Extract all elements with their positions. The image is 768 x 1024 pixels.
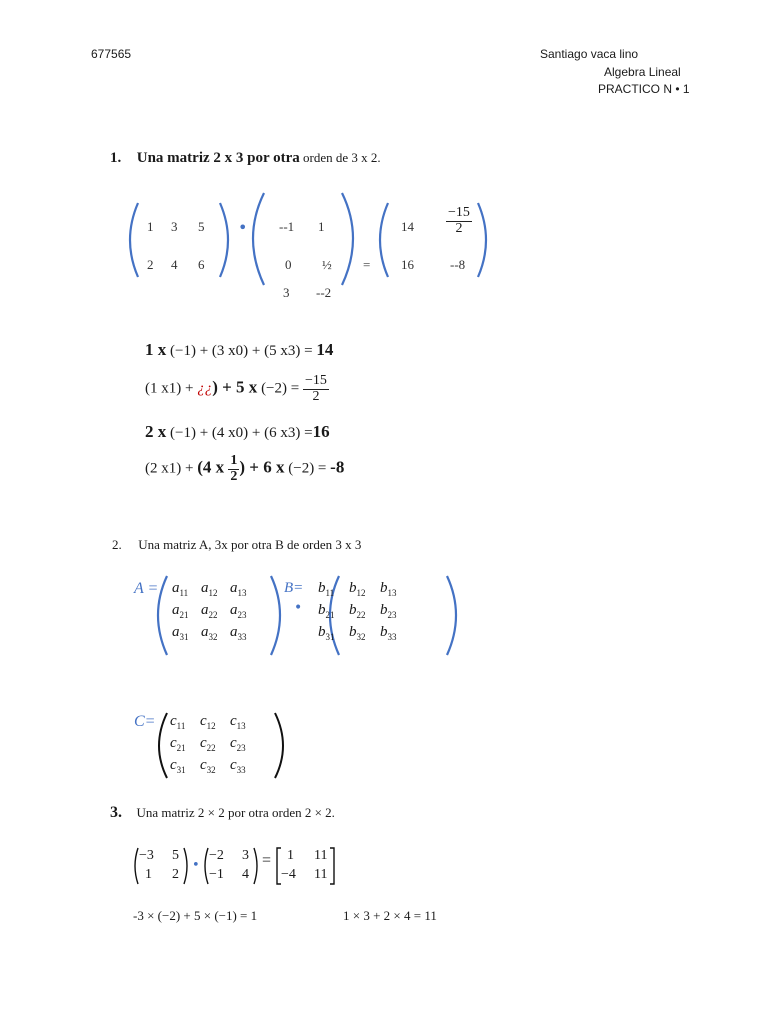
q3-calc-1: -3 × (−2) + 5 × (−1) = 1 — [133, 908, 258, 923]
q2-c-element-r3c3: $c_{33}$ — [230, 757, 246, 775]
q1-b-r1c1: --1 — [279, 219, 295, 234]
q3-c-r1c1: 1 — [287, 848, 294, 863]
q1-a-r1c3: 5 — [198, 219, 205, 234]
q2-c-element-r1c3: $c_{13}$ — [230, 713, 246, 731]
q3-dot-operator: • — [192, 858, 200, 873]
q2-c-element-r2c2: $c_{22}$ — [200, 735, 216, 753]
q3-equals: = — [262, 852, 272, 869]
q2-heading — [112, 537, 361, 553]
q2-c-label: C= — [134, 713, 156, 730]
q1-c-r1c1: 14 — [401, 219, 414, 234]
q2-b-element-r1c2: $b_{12}$ — [349, 580, 366, 598]
q2-c-element-r2c3: $c_{23}$ — [230, 735, 246, 753]
q3-a-r2c2: 2 — [172, 867, 179, 882]
q1-title-rest: orden de 3 x 2. — [299, 150, 381, 165]
q2-c-element-r3c1: $c_{31}$ — [170, 757, 186, 775]
subject-name: Algebra Lineal — [604, 65, 681, 79]
q2-b-label: B= — [284, 580, 304, 596]
document-id: 677565 — [91, 47, 132, 61]
q2-matrix-c-grid — [170, 713, 280, 783]
q2-c-element-r1c2: $c_{12}$ — [200, 713, 216, 731]
q2-b-element-r2c3: $b_{23}$ — [380, 602, 397, 620]
q1-title-bold: Una matriz 2 x 3 por otra — [136, 150, 300, 166]
q3-c-r2c2: 11 — [314, 867, 328, 882]
q3-b-r1c2: 3 — [242, 848, 249, 863]
q3-c-r1c2: 11 — [314, 848, 328, 863]
q3-calc-2: 1 × 3 + 2 × 4 = 11 — [343, 908, 437, 923]
q2-a-element-r1c3: $a_{13}$ — [230, 580, 247, 598]
q2-a-element-r2c3: $a_{23}$ — [230, 602, 247, 620]
q3-c-r2c1: −4 — [281, 867, 296, 882]
q3-a-r2c1: 1 — [145, 867, 152, 882]
q1-matrix-a-parens — [128, 200, 238, 280]
q1-c-r2c1: 16 — [401, 257, 414, 272]
q2-c-element-r3c2: $c_{32}$ — [200, 757, 216, 775]
q1-calc-line-4: (2 x1) + (4 x $\frac{1}{2}$ ) + 6 x (−2) = -8 — [145, 453, 345, 484]
q2-b-element-r3c3: $b_{33}$ — [380, 624, 397, 642]
q1-c-r1c2-fraction — [446, 206, 472, 236]
q1-c-r1c2-den: 2 — [455, 220, 463, 236]
q1-heading — [110, 150, 381, 167]
q1-matrix-c-parens — [378, 200, 493, 280]
q2-dot-operator: • — [294, 600, 303, 616]
q1-b-r1c2: 1 — [318, 219, 325, 234]
q2-matrix-a-grid — [172, 580, 272, 650]
q3-heading — [110, 804, 335, 822]
q2-b-element-r3c1: $b_{31}$ — [318, 624, 335, 642]
q2-b-element-r1c1: $b_{11}$ — [318, 580, 335, 598]
q1-calc-line-1: 1 x (−1) + (3 x0) + (5 x3) = 14 — [145, 340, 334, 359]
practice-label: PRACTICO N • 1 — [598, 82, 690, 96]
q1-a-r2c1: 2 — [147, 257, 154, 272]
q2-a-element-r2c1: $a_{21}$ — [172, 602, 189, 620]
q1-b-r2c1: 0 — [285, 257, 292, 272]
q2-b-element-r3c2: $b_{32}$ — [349, 624, 366, 642]
q3-number: 3. — [110, 804, 122, 821]
q2-b-element-r2c2: $b_{22}$ — [349, 602, 366, 620]
q2-a-label: A = — [134, 580, 159, 597]
q3-b-r2c1: −1 — [209, 867, 224, 882]
q1-b-r2c2: ½ — [322, 257, 332, 272]
q2-a-element-r3c3: $a_{33}$ — [230, 624, 247, 642]
q1-b-r3c1: 3 — [283, 285, 290, 300]
q1-a-r1c1: 1 — [147, 219, 154, 234]
q2-a-element-r3c2: $a_{32}$ — [201, 624, 218, 642]
q1-a-r1c2: 3 — [171, 219, 178, 234]
q2-b-element-r2c1: $b_{21}$ — [318, 602, 335, 620]
q1-equals: = — [363, 257, 371, 272]
q2-a-element-r1c1: $a_{11}$ — [172, 580, 189, 598]
q1-matrix-b-parens — [250, 190, 360, 290]
author-name: Santiago vaca lino — [540, 47, 639, 61]
q2-c-element-r1c1: $c_{11}$ — [170, 713, 186, 731]
q3-b-r2c2: 4 — [242, 867, 249, 882]
q2-a-element-r2c2: $a_{22}$ — [201, 602, 218, 620]
q2-number: 2. — [112, 537, 122, 552]
q3-title: Una matriz 2 × 2 por otra orden 2 × 2. — [136, 805, 335, 820]
q1-calc-line-2: (1 x1) + ¿¿) + 5 x (−2) = $\frac{-15}{2}$ — [145, 373, 327, 404]
q2-a-element-r3c1: $a_{31}$ — [172, 624, 189, 642]
q2-title: Una matriz A, 3x por otra B de orden 3 x 3 — [138, 537, 362, 552]
q1-number: 1. — [110, 150, 122, 166]
q2-c-element-r2c1: $c_{21}$ — [170, 735, 186, 753]
q2-a-element-r1c2: $a_{12}$ — [201, 580, 218, 598]
q3-b-r1c1: −2 — [209, 848, 224, 863]
q1-dot-operator: • — [238, 218, 248, 237]
q3-a-r1c1: −3 — [139, 848, 154, 863]
q2-b-element-r1c3: $b_{13}$ — [380, 580, 397, 598]
q1-calc-line-3: 2 x (−1) + (4 x0) + (6 x3) =16 — [145, 422, 330, 441]
q2-matrix-b-grid — [318, 580, 418, 650]
q1-c-r2c2: --8 — [450, 257, 466, 272]
q1-a-r2c3: 6 — [198, 257, 205, 272]
q1-c-r1c2-num: −15 — [448, 205, 470, 220]
q1-a-r2c2: 4 — [171, 257, 178, 272]
q1-b-r3c2: --2 — [316, 285, 332, 300]
q3-a-r1c2: 5 — [172, 848, 179, 863]
